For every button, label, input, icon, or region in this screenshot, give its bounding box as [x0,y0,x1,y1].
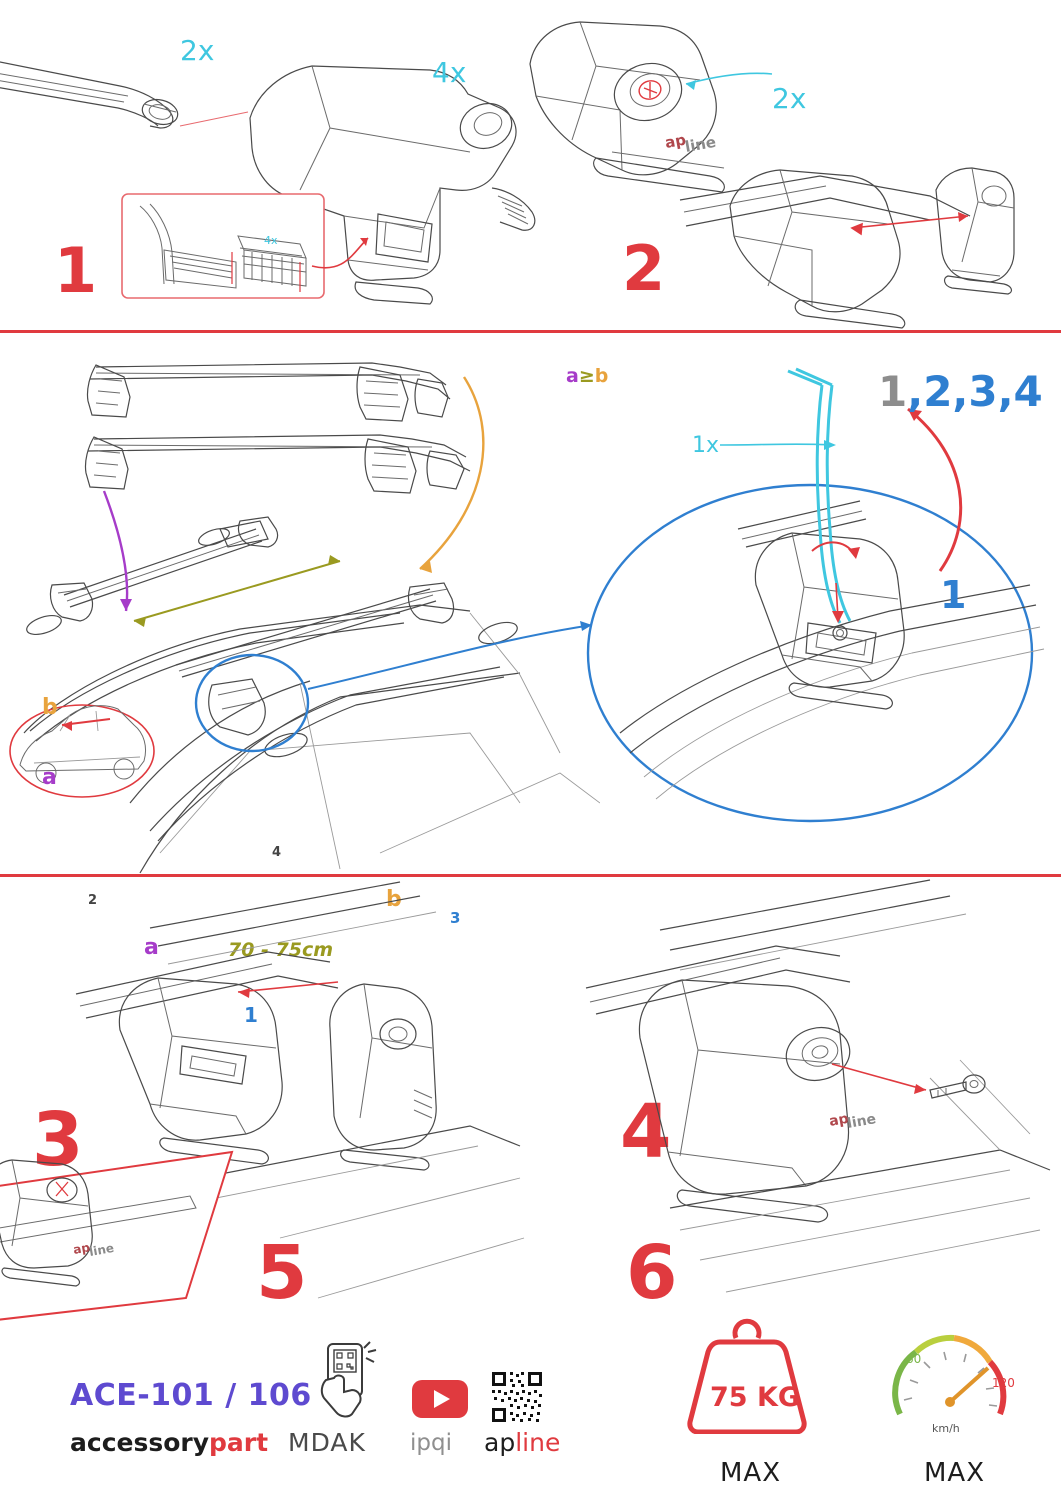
step-6-illustration [530,878,1061,1360]
youtube-icon[interactable] [410,1378,470,1420]
step-1-count-4x: 4x [432,56,467,89]
brand-accessorypart-part1: accessory [70,1428,210,1457]
svg-text:4x: 4x [264,234,278,247]
svg-text:line: line [88,1240,116,1259]
roof-label-a: a [144,935,159,960]
brand-ipqi: ipqi [410,1430,452,1456]
step-1-count-2x: 2x [180,34,215,67]
weight-limit-value: 75 KG [710,1382,801,1413]
step-3-illustration [0,333,600,874]
footer [0,1352,1061,1500]
foot-marker-2: 2 [88,893,98,908]
brand-accessorypart-part2: part [209,1428,269,1457]
bar-spacing-label: 70 - 75cm [228,939,334,961]
bar-label-a: a [42,765,57,790]
step-5-number: 5 [256,1230,307,1316]
svg-text:line: line [683,132,718,156]
ab-rule-label: a≥b [566,365,609,387]
step-2-panel [500,0,1061,330]
gauge-min-label: 60 [906,1352,922,1366]
gauge-unit-label: km/h [932,1422,960,1435]
tighten-order-label [878,367,1043,416]
svg-text:ap: ap [72,1240,91,1257]
step-2-illustration [500,0,1061,330]
foot-marker-4: 4 [272,845,282,860]
qr-code-icon[interactable] [490,1370,544,1424]
gauge-max-label: 120 [992,1376,1015,1390]
svg-text:line: line [845,1111,878,1132]
step-6-panel [530,878,1061,1360]
step-3-number: 3 [32,1097,83,1183]
brand-accessorypart [70,1428,268,1457]
brand-apline-part1: ap [484,1428,516,1457]
brand-mdak: MDAK [288,1428,366,1457]
step-2-count-2x: 2x [772,82,807,115]
section-divider-2 [0,874,1061,877]
step-5-panel [0,878,540,1360]
foot-marker-3: 3 [450,909,461,927]
brand-apline [484,1428,560,1457]
step-6-number: 6 [626,1230,677,1316]
step-3-panel [0,333,600,1183]
step-4-count-1x: 1x [692,433,720,458]
svg-text:ap: ap [663,130,688,152]
order-rest: ,2,3,4 [907,367,1043,416]
bar-label-b: b [42,695,58,720]
weight-max-label: MAX [720,1458,782,1488]
order-first: 1 [878,367,908,416]
foot-marker-1: 1 [244,1003,258,1027]
weight-icon [672,1318,820,1434]
step-2-number: 2 [622,232,665,305]
roof-label-b: b [386,887,402,912]
speed-max-label: MAX [924,1458,986,1488]
qr-scan-icon[interactable] [314,1340,386,1420]
model-code: ACE-101 / 106 [70,1378,312,1413]
brand-apline-part2: line [515,1428,561,1457]
step-1-number: 1 [54,234,97,307]
step-4-number: 4 [620,1089,671,1175]
step-4-circle-number: 1 [940,573,967,617]
svg-text:ap: ap [827,1110,850,1130]
